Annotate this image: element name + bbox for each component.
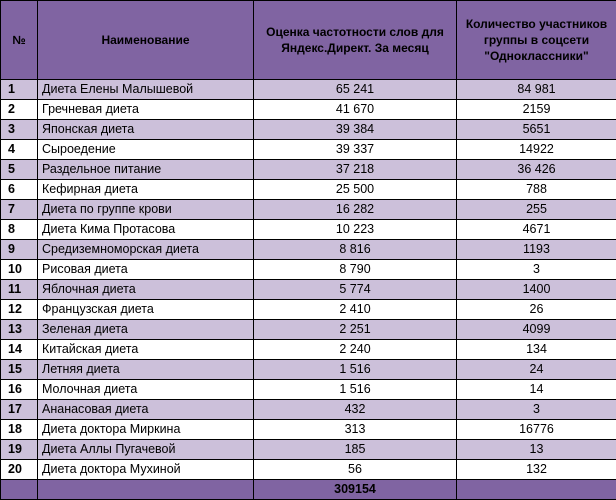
row-frequency: 2 240: [254, 340, 457, 360]
table-row: [1, 320, 616, 340]
row-members: 84 981: [457, 80, 616, 100]
row-frequency: 56: [254, 460, 457, 480]
row-number: 7: [1, 200, 38, 220]
row-frequency: 10 223: [254, 220, 457, 240]
row-name: Диета по группе крови: [38, 200, 254, 220]
row-name: Диета Елены Малышевой: [38, 80, 254, 100]
row-members: 3: [457, 400, 616, 420]
table-row: [1, 100, 616, 120]
row-name: Сыроедение: [38, 140, 254, 160]
row-members: 1400: [457, 280, 616, 300]
table-row: [1, 380, 616, 400]
row-frequency: 2 251: [254, 320, 457, 340]
row-number: 6: [1, 180, 38, 200]
row-name: Диета доктора Миркина: [38, 420, 254, 440]
table-row: [1, 80, 616, 100]
row-members: 14: [457, 380, 616, 400]
row-name: Ананасовая диета: [38, 400, 254, 420]
row-number: 16: [1, 380, 38, 400]
row-name: Зеленая диета: [38, 320, 254, 340]
row-number: 12: [1, 300, 38, 320]
row-frequency: 37 218: [254, 160, 457, 180]
table-row: [1, 460, 616, 480]
table-row: [1, 240, 616, 260]
table-row: [1, 200, 616, 220]
row-members: 255: [457, 200, 616, 220]
row-name: Диета Кима Протасова: [38, 220, 254, 240]
header-members: Количество участников группы в соцсети "Одноклассники": [457, 1, 616, 80]
table-row: [1, 280, 616, 300]
row-frequency: 39 337: [254, 140, 457, 160]
row-frequency: 8 816: [254, 240, 457, 260]
row-frequency: 313: [254, 420, 457, 440]
row-frequency: 39 384: [254, 120, 457, 140]
table-body: [1, 80, 616, 480]
header-name: Наименование: [38, 1, 254, 80]
row-members: 2159: [457, 100, 616, 120]
row-number: 9: [1, 240, 38, 260]
table-row: [1, 160, 616, 180]
row-frequency: 8 790: [254, 260, 457, 280]
row-name: Яблочная диета: [38, 280, 254, 300]
row-members: 36 426: [457, 160, 616, 180]
row-members: 14922: [457, 140, 616, 160]
row-members: 13: [457, 440, 616, 460]
table-row: [1, 440, 616, 460]
row-name: Китайская диета: [38, 340, 254, 360]
row-number: 4: [1, 140, 38, 160]
row-number: 1: [1, 80, 38, 100]
row-name: Летняя диета: [38, 360, 254, 380]
table-row: [1, 180, 616, 200]
row-members: 134: [457, 340, 616, 360]
row-number: 11: [1, 280, 38, 300]
row-frequency: 1 516: [254, 380, 457, 400]
row-members: 16776: [457, 420, 616, 440]
table-row: [1, 420, 616, 440]
row-name: Диета доктора Мухиной: [38, 460, 254, 480]
header-number: №: [1, 1, 38, 80]
row-members: 1193: [457, 240, 616, 260]
row-name: Японская диета: [38, 120, 254, 140]
row-frequency: 5 774: [254, 280, 457, 300]
table-row: [1, 120, 616, 140]
table-row: [1, 300, 616, 320]
row-number: 14: [1, 340, 38, 360]
row-name: Рисовая диета: [38, 260, 254, 280]
table-row: [1, 400, 616, 420]
row-name: Диета Аллы Пугачевой: [38, 440, 254, 460]
table-row: [1, 360, 616, 380]
row-members: 4671: [457, 220, 616, 240]
row-frequency: 2 410: [254, 300, 457, 320]
table-row: [1, 260, 616, 280]
table-row: [1, 220, 616, 240]
header-frequency: Оценка частотности слов для Яндекс.Директ. За месяц: [254, 1, 457, 80]
row-members: 26: [457, 300, 616, 320]
row-number: 19: [1, 440, 38, 460]
row-frequency: 185: [254, 440, 457, 460]
table-row: [1, 140, 616, 160]
row-number: 5: [1, 160, 38, 180]
row-number: 15: [1, 360, 38, 380]
header-row: [1, 1, 616, 80]
row-members: 24: [457, 360, 616, 380]
row-frequency: 1 516: [254, 360, 457, 380]
row-number: 3: [1, 120, 38, 140]
row-name: Средиземноморская диета: [38, 240, 254, 260]
row-frequency: 41 670: [254, 100, 457, 120]
row-name: Раздельное питание: [38, 160, 254, 180]
row-frequency: 16 282: [254, 200, 457, 220]
row-name: Кефирная диета: [38, 180, 254, 200]
row-members: 5651: [457, 120, 616, 140]
row-name: Молочная диета: [38, 380, 254, 400]
row-frequency: 65 241: [254, 80, 457, 100]
row-number: 2: [1, 100, 38, 120]
table-row: [1, 340, 616, 360]
row-frequency: 25 500: [254, 180, 457, 200]
total-frequency: 309154: [254, 480, 457, 500]
row-members: 3: [457, 260, 616, 280]
row-members: 788: [457, 180, 616, 200]
row-number: 17: [1, 400, 38, 420]
row-number: 10: [1, 260, 38, 280]
row-number: 8: [1, 220, 38, 240]
row-frequency: 432: [254, 400, 457, 420]
row-name: Гречневая диета: [38, 100, 254, 120]
row-members: 4099: [457, 320, 616, 340]
row-number: 18: [1, 420, 38, 440]
row-members: 132: [457, 460, 616, 480]
row-number: 20: [1, 460, 38, 480]
row-name: Французская диета: [38, 300, 254, 320]
table-header: [1, 1, 616, 80]
row-number: 13: [1, 320, 38, 340]
